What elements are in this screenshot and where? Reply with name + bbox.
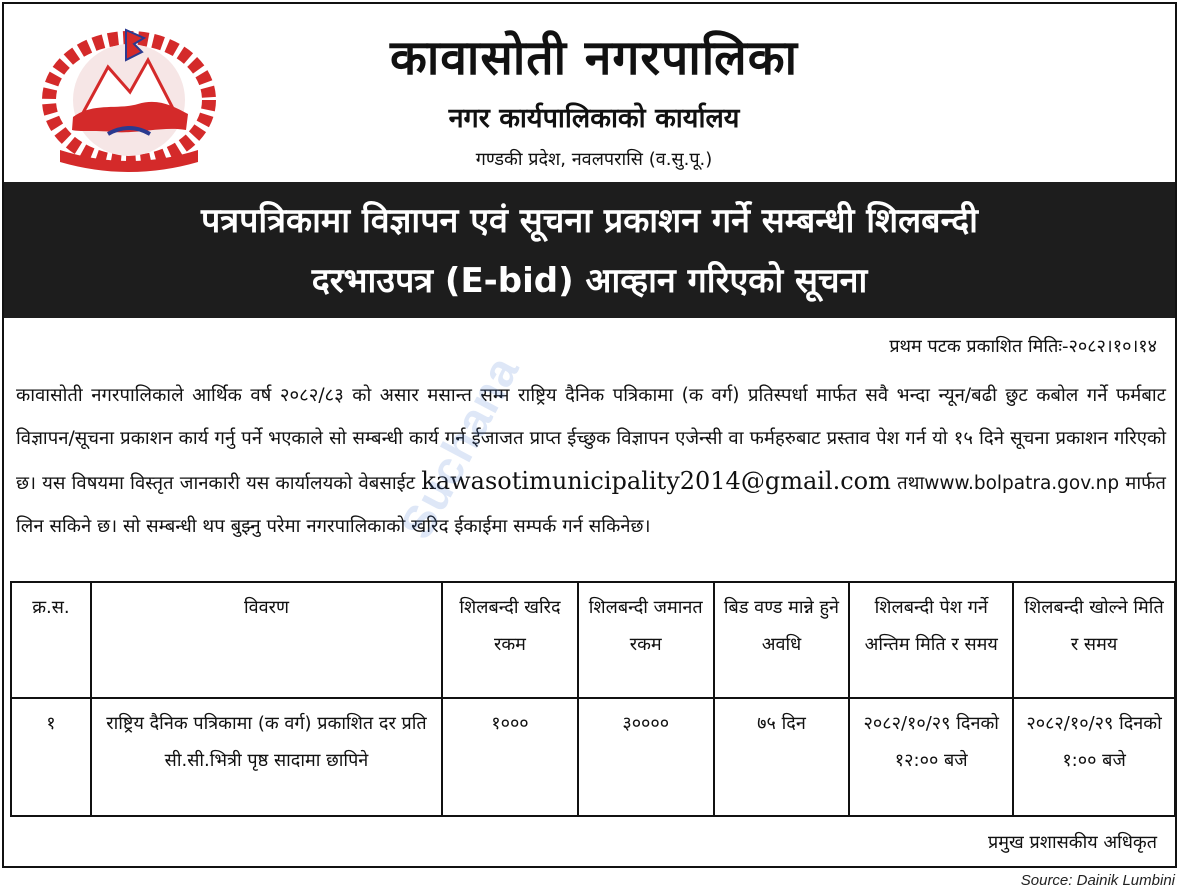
header-submission-deadline: शिलबन्दी पेश गर्ने अन्तिम मिति र समय [849,582,1013,698]
contact-email: kawasotimunicipality2014@gmail.com [421,467,891,495]
header-opening-time: शिलबन्दी खोल्ने मिति र समय [1013,582,1175,698]
table-header-row [11,582,1175,698]
header-bid-validity: बिड वण्ड मान्ने हुने अवधि [714,582,850,698]
cell-opening-time: २०८२/१०/२९ दिनको १:०० बजे [1013,698,1175,816]
cell-description: राष्ट्रिय दैनिक पत्रिकामा (क वर्ग) प्रकाशित दर प्रति सी.सी.भित्री पृष्ठ सादामा छापिने [91,698,442,816]
notice-body [16,374,1166,548]
cell-submission-deadline: २०८२/१०/२९ दिनको १२:०० बजे [849,698,1013,816]
source-credit: Source: Dainik Lumbini [1020,872,1175,889]
nepal-emblem-icon [38,22,220,172]
watermark-logo: Suchana [389,347,529,547]
header-sn: क्र.स. [11,582,91,698]
header [4,4,1175,182]
notice-title-line-2: दरभाउपत्र (E-bid) आव्हान गरिएको सूचना [311,261,868,301]
notice-title-line-1: पत्रपत्रिकामा विज्ञापन एवं सूचना प्रकाशन गर्ने सम्बन्धी शिलबन्दी [201,201,978,241]
table-row [11,698,1175,816]
office-subtitle: नगर कार्यपालिकाको कार्यालय [448,103,740,134]
published-date: प्रथम पटक प्रकाशित मितिः-२०८२।१०।१४ [889,336,1157,357]
header-description: विवरण [91,582,442,698]
office-address: गण्डकी प्रदेश, नवलपरासि (व.सु.पू.) [475,149,713,170]
cell-purchase-amount: १००० [442,698,578,816]
cell-bid-validity: ७५ दिन [714,698,850,816]
bid-details-table [10,581,1176,817]
notice-body-part-2: तथाwww.bolpatra.gov.np मार्फत लिन सकिने छ। सो सम्बन्धी थप बुझ्नु परेमा नगरपालिकाको खरिद ईकाईमा सम्पर्क गर्न सकिनेछ। [16,473,1166,537]
notice-title-banner [4,182,1175,318]
notice-frame [2,2,1177,868]
office-name: कावासोती नगरपालिका [389,30,799,86]
notice-body-part-1: कावासोती नगरपालिकाले आर्थिक वर्ष २०८२/८३ को असार मसान्त सम्म राष्ट्रिय दैनिक पत्रिकामा (क वर्ग) प्रतिस्पर्धा मार्फत सवै भन्दा न्यून/बढी छुट कबोल गर्ने फर्मबाट विज्ञापन/सूचना प्रकाशन कार्य गर्नु पर्ने भएकाले सो सम्बन्धी कार्य गर्न ईजाजत प्राप्त ईच्छुक विज्ञापन एजेन्सी वा फर्महरुबाट प्रस्ताव पेश गर्न यो १५ दिने सूचना प्रकाशन गरिएको छ। यस विषयमा विस्तृत जानकारी यस कार्यालयको वेबसाईट [16,385,1166,494]
cell-sn: १ [11,698,91,816]
signatory-title: प्रमुख प्रशासकीय अधिकृत [988,832,1157,853]
header-purchase-amount: शिलबन्दी खरिद रकम [442,582,578,698]
cell-security-amount: ३०००० [578,698,714,816]
header-security-amount: शिलबन्दी जमानत रकम [578,582,714,698]
